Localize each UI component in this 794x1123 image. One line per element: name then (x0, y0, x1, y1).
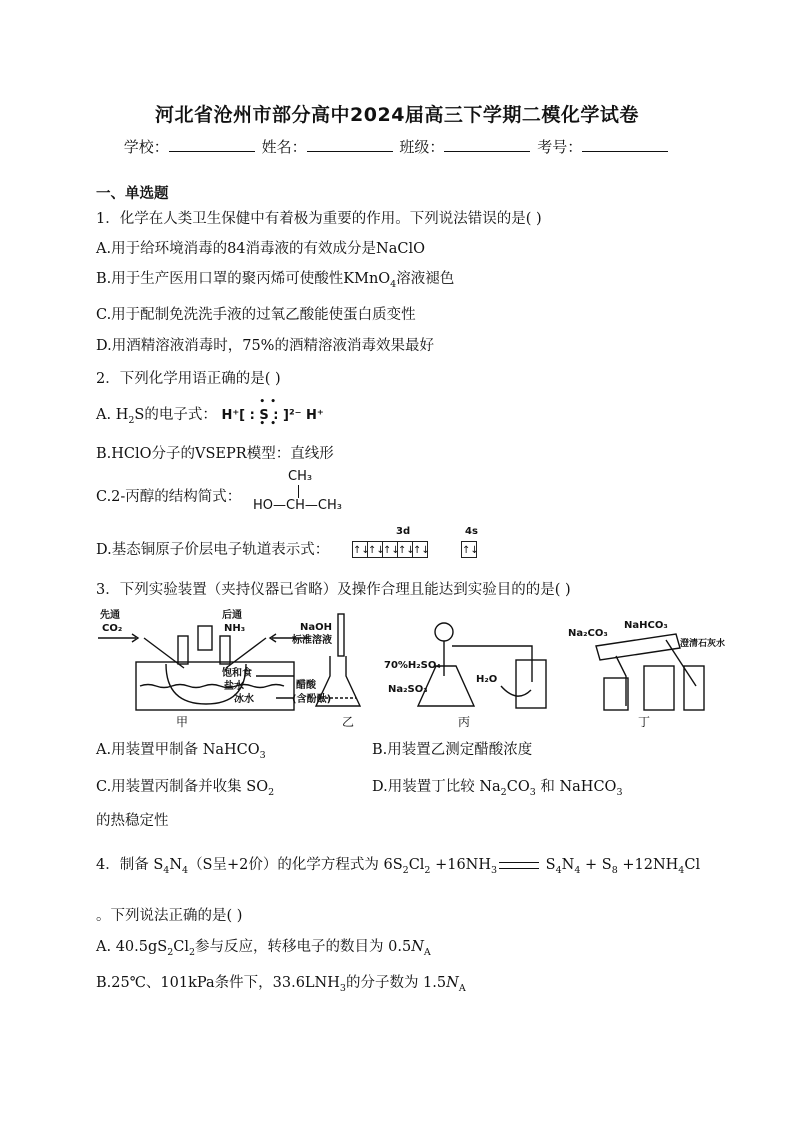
heating-tube (596, 634, 680, 660)
isopropanol-bond (298, 485, 299, 498)
q4-stem-continued: 。下列说法正确的是( ) (96, 908, 243, 924)
q2-option-c: C.2-丙醇的结构简式： (96, 489, 242, 505)
label-limewater: 澄清石灰水 (680, 639, 726, 649)
q2-stem: 2．下列化学用语正确的是( ) (96, 371, 281, 387)
label-naoh: NaOH (300, 622, 332, 633)
label-co2: CO₂ (102, 623, 123, 634)
label-nahco3: NaHCO₃ (624, 620, 668, 631)
label-yi: 乙 (342, 715, 355, 729)
label-salt-water: 盐水 (224, 681, 244, 692)
label-standard-solution: 标准溶液 (292, 635, 332, 646)
student-info-line (0, 136, 794, 157)
q1-stem: 1．化学在人类卫生保健中有着极为重要的作用。下列说法错误的是( ) (96, 211, 542, 227)
orbital-4s-box (461, 539, 479, 558)
beaker-1 (644, 666, 674, 710)
name-blank (307, 137, 393, 152)
label-first-co2: 先通 (100, 610, 120, 621)
label-bing: 丙 (458, 715, 471, 729)
label-ice-water: 冰水 (234, 694, 254, 705)
orbital-box: ↑↓ (382, 541, 398, 558)
orbital-box: ↑↓ (352, 541, 368, 558)
page-title: 河北省沧州市部分高中2024届高三下学期二模化学试卷 (155, 104, 639, 126)
label-phenolphthalein: (含酚酞) (292, 694, 332, 705)
burette (338, 614, 344, 656)
q1-option-c: C.用于配制免洗洗手液的过氧乙酸能使蛋白质变性 (96, 307, 416, 323)
label-nh3: NH₃ (224, 623, 246, 634)
label-na2co3: Na₂CO₃ (568, 628, 608, 639)
class-label: 班级： (399, 138, 445, 156)
label-sat-salt: 饱和食 (222, 668, 252, 679)
q3-option-b: B.用装置乙测定醋酸浓度 (372, 742, 533, 758)
q4-stem: 4．制备 $S_4N_4(S$呈+2价）的化学方程式为 $6S_2Cl_2 +16NH_3$ $S_4N_4 + S_8 +12NH_4Cl$ (96, 857, 701, 876)
label-h2o: H₂O (476, 674, 498, 685)
orbital-3d-boxes (352, 539, 430, 558)
q3-option-a: A.用装置甲制备 NaHCO$_3$ (96, 742, 266, 761)
q3-option-d: D.用装置丁比较 $Na_2CO_3$ 和 NaHCO$_3$ (372, 779, 623, 798)
q3-option-d-continued: 的热稳定性 (96, 813, 169, 829)
q1-option-b: B.用于生产医用口罩的聚丙烯可使酸性KMnO$_4$溶液褪色 (96, 271, 455, 290)
orbital-box: ↑↓ (367, 541, 383, 558)
separatory-funnel (435, 623, 453, 641)
isopropanol-ch3-top: CH₃ (288, 469, 313, 484)
q1-option-a: A.用于给环境消毒的84消毒液的有效成分是NaClO (96, 241, 425, 257)
name-label: 姓名： (261, 138, 307, 156)
orbital-box: ↑↓ (461, 541, 477, 558)
q3-apparatus-figure (96, 606, 726, 730)
orbital-box: ↑↓ (397, 541, 413, 558)
school-label: 学校： (123, 138, 169, 156)
school-blank (169, 137, 255, 152)
q1-option-d: D.用酒精溶液消毒时，75%的酒精溶液消毒效果最好 (96, 338, 434, 354)
h2s-electron-formula: H⁺[ : • • S • • : ]²⁻ H⁺ (221, 397, 324, 429)
orbital-3d-label: 3d (396, 526, 411, 537)
q3-option-c: C.用装置丙制备并收集 $SO_2$ (96, 779, 275, 798)
label-acetic: 醋酸 (296, 680, 316, 691)
water-level (140, 685, 284, 688)
label-h2so4: 70%H₂SO₄ (384, 660, 441, 671)
label-ding: 丁 (638, 715, 651, 729)
q2-option-d: D.基态铜原子价层电子轨道表示式： (96, 542, 330, 558)
equals-sign (499, 862, 539, 869)
burner (604, 678, 628, 710)
exam-no-label: 考号： (537, 138, 583, 156)
q4-option-a: A. $40.5gS_2Cl_2$参与反应，转移电子的数目为 $0.5N_A$ (96, 939, 431, 958)
orbital-box: ↑↓ (412, 541, 428, 558)
label-na2so3: Na₂SO₃ (388, 684, 428, 695)
q2-option-b: B.HClO分子的VSEPR模型：直线形 (96, 446, 334, 462)
gas-bottle (516, 660, 546, 708)
q2-option-a: A. $H_2S$的电子式： H⁺[ : • • S • • : ]²⁻ H⁺ (96, 397, 324, 429)
q3-stem: 3．下列实验装置（夹持仪器已省略）及操作合理且能达到实验目的的是( ) (96, 582, 571, 598)
q4-option-b: B.25℃、101kPa条件下，$33.6LNH_3$的分子数为 $1.5N_A$ (96, 975, 466, 994)
isopropanol-chain: HO—CH—CH₃ (253, 498, 342, 513)
exam-no-blank (582, 137, 668, 152)
class-blank (444, 137, 530, 152)
label-after-nh3: 后通 (222, 610, 242, 621)
orbital-4s-label: 4s (465, 526, 478, 537)
section-heading: 一、单选题 (96, 186, 169, 202)
label-jia: 甲 (176, 715, 189, 729)
